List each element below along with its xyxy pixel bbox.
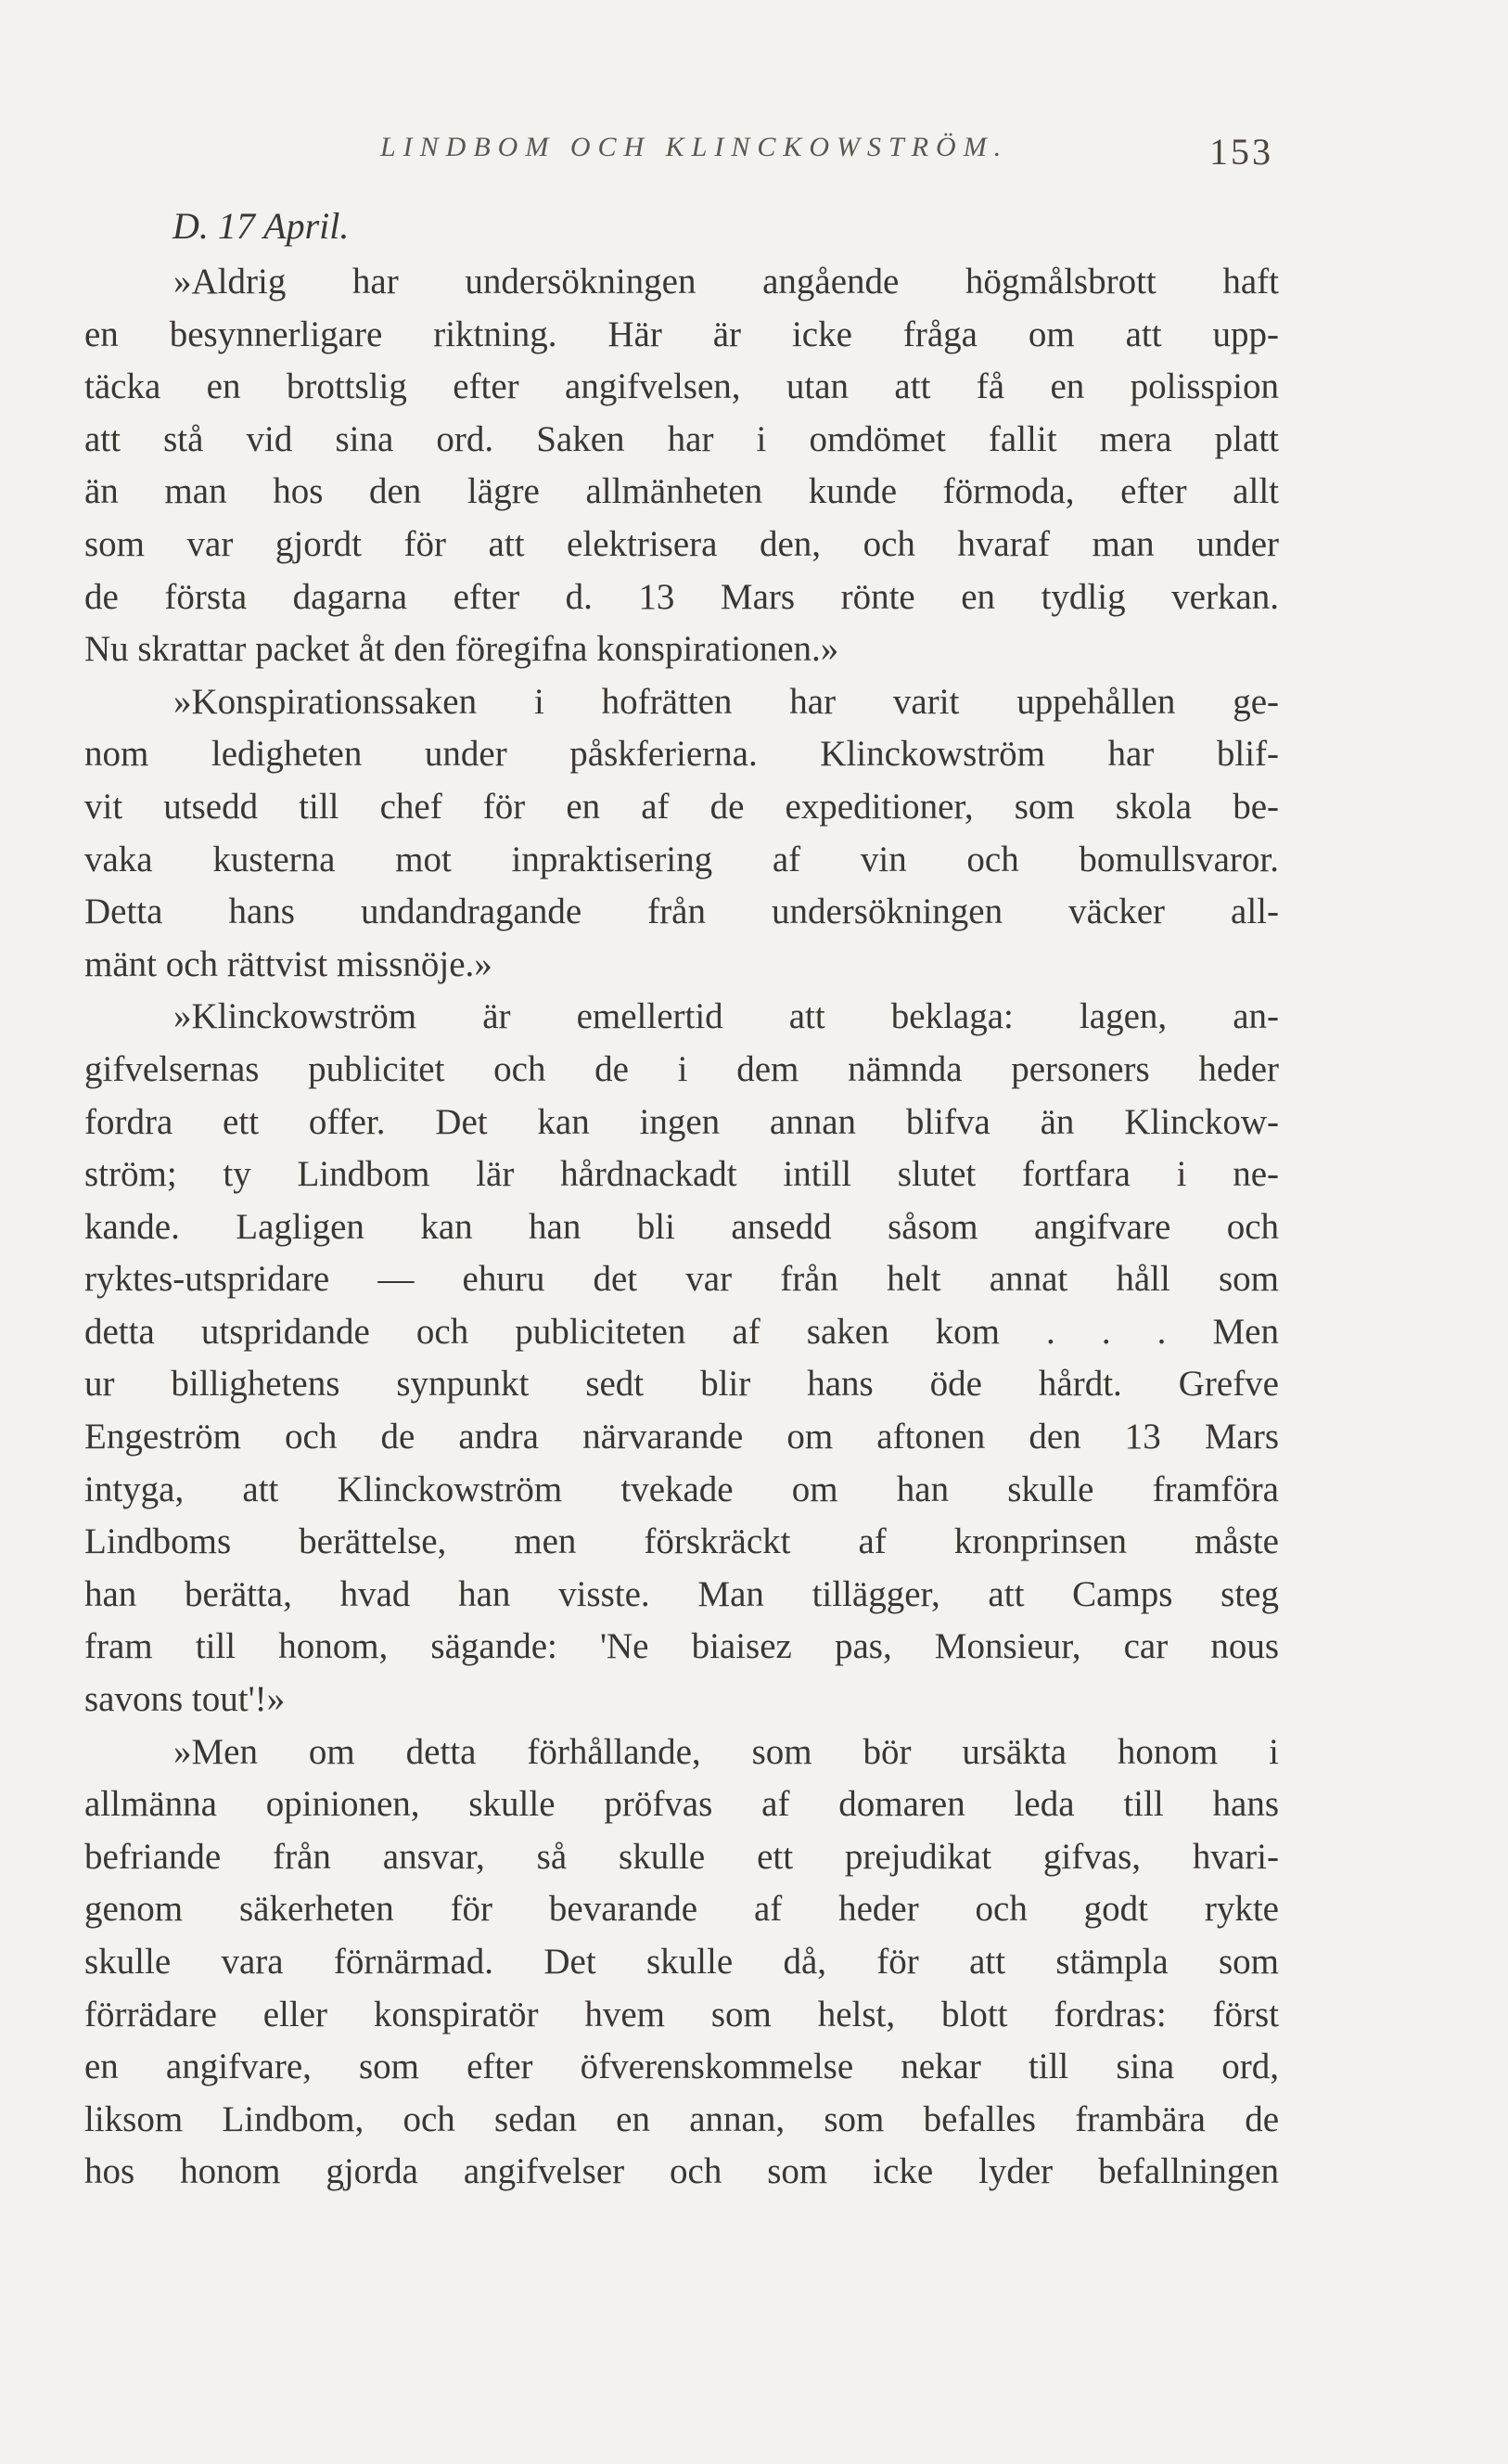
text-line: Nu skrattar packet åt den föregifna konspirationen.»	[84, 629, 839, 670]
text-line: Detta hans undandragande från undersökningen väcker all-	[84, 892, 1279, 932]
text-line: mänt och rättvist missnöje.»	[84, 943, 492, 984]
text-line: gifvelsernas publicitet och de i dem nämnda personers heder	[84, 1048, 1279, 1089]
text-line: liksom Lindbom, och sedan en annan, som befalles frambära de	[84, 2098, 1279, 2139]
text-line: Engeström och de andra närvarande om aftonen den 13 Mars	[84, 1417, 1279, 1457]
text-line: nom ledigheten under påskferierna. Klinckowström har blif-	[84, 734, 1279, 775]
running-head: LINDBOM OCH KLINCKOWSTRÖM.	[380, 132, 1009, 162]
text-line: kande. Lagligen kan han bli ansedd såsom angifvare och	[84, 1206, 1279, 1247]
text-line: detta utspridande och publiciteten af saken kom . . . Men	[84, 1311, 1279, 1352]
body-text	[84, 256, 1279, 2199]
text-line: »Konspirationssaken i hofrätten har varit uppehållen ge-	[173, 681, 1279, 722]
text-line: en besynnerligare riktning. Här är icke fråga om att upp-	[84, 314, 1279, 354]
text-line: fram till honom, sägande: 'Ne biaisez pas, Monsieur, car nous	[84, 1626, 1279, 1667]
text-line: ryktes-utspridare — ehuru det var från helt annat håll som	[84, 1259, 1279, 1300]
text-line: än man hos den lägre allmänheten kunde förmoda, efter allt	[84, 471, 1279, 512]
text-line: Lindboms berättelse, men förskräckt af kronprinsen måste	[84, 1521, 1279, 1562]
text-line: »Aldrig har undersökningen angående högmålsbrott haft	[173, 262, 1279, 302]
text-line: att stå vid sina ord. Saken har i omdömet fallit mera platt	[84, 418, 1279, 459]
text-line: »Klinckowström är emellertid att beklaga: lagen, an-	[173, 996, 1279, 1037]
text-line: allmänna opinionen, skulle pröfvas af domaren leda till hans	[84, 1784, 1279, 1825]
text-line: ström; ty Lindbom lär hårdnackadt intill slutet fortfara i ne-	[84, 1154, 1279, 1195]
text-line: befriande från ansvar, så skulle ett prejudikat gifvas, hvari-	[84, 1836, 1279, 1877]
text-line: fordra ett offer. Det kan ingen annan blifva än Klinckow-	[84, 1101, 1279, 1142]
text-line: täcka en brottslig efter angifvelsen, utan att få en polisspion	[84, 366, 1279, 407]
text-line: de första dagarna efter d. 13 Mars rönte en tydlig verkan.	[84, 576, 1279, 617]
text-line: genom säkerheten för bevarande af heder och godt rykte	[84, 1889, 1279, 1930]
text-line: vaka kusterna mot inpraktisering af vin och bomullsvaror.	[84, 839, 1279, 879]
page-number: 153	[1209, 131, 1273, 173]
text-line: savons tout'!»	[84, 1679, 286, 1720]
dateline: D. 17 April.	[173, 205, 350, 247]
text-line: en angifvare, som efter öfverenskommelse nekar till sina ord,	[84, 2047, 1279, 2087]
text-line: förrädare eller konspiratör hvem som helst, blott fordras: först	[84, 1994, 1279, 2034]
text-line: ur billighetens synpunkt sedt blir hans öde hårdt. Grefve	[84, 1364, 1279, 1405]
text-line: »Men om detta förhållande, som bör ursäkta honom i	[173, 1731, 1279, 1772]
text-line: intyga, att Klinckowström tvekade om han skulle framföra	[84, 1469, 1279, 1509]
text-line: hos honom gjorda angifvelser och som icke lyder befallningen	[84, 2151, 1279, 2192]
text-line: skulle vara förnärmad. Det skulle då, för att stämpla som	[84, 1942, 1279, 1982]
text-line: vit utsedd till chef för en af de expeditioner, som skola be-	[84, 786, 1279, 827]
text-line: han berätta, hvad han visste. Man tillägger, att Camps steg	[84, 1573, 1279, 1614]
text-line: som var gjordt för att elektrisera den, och hvaraf man under	[84, 523, 1279, 564]
